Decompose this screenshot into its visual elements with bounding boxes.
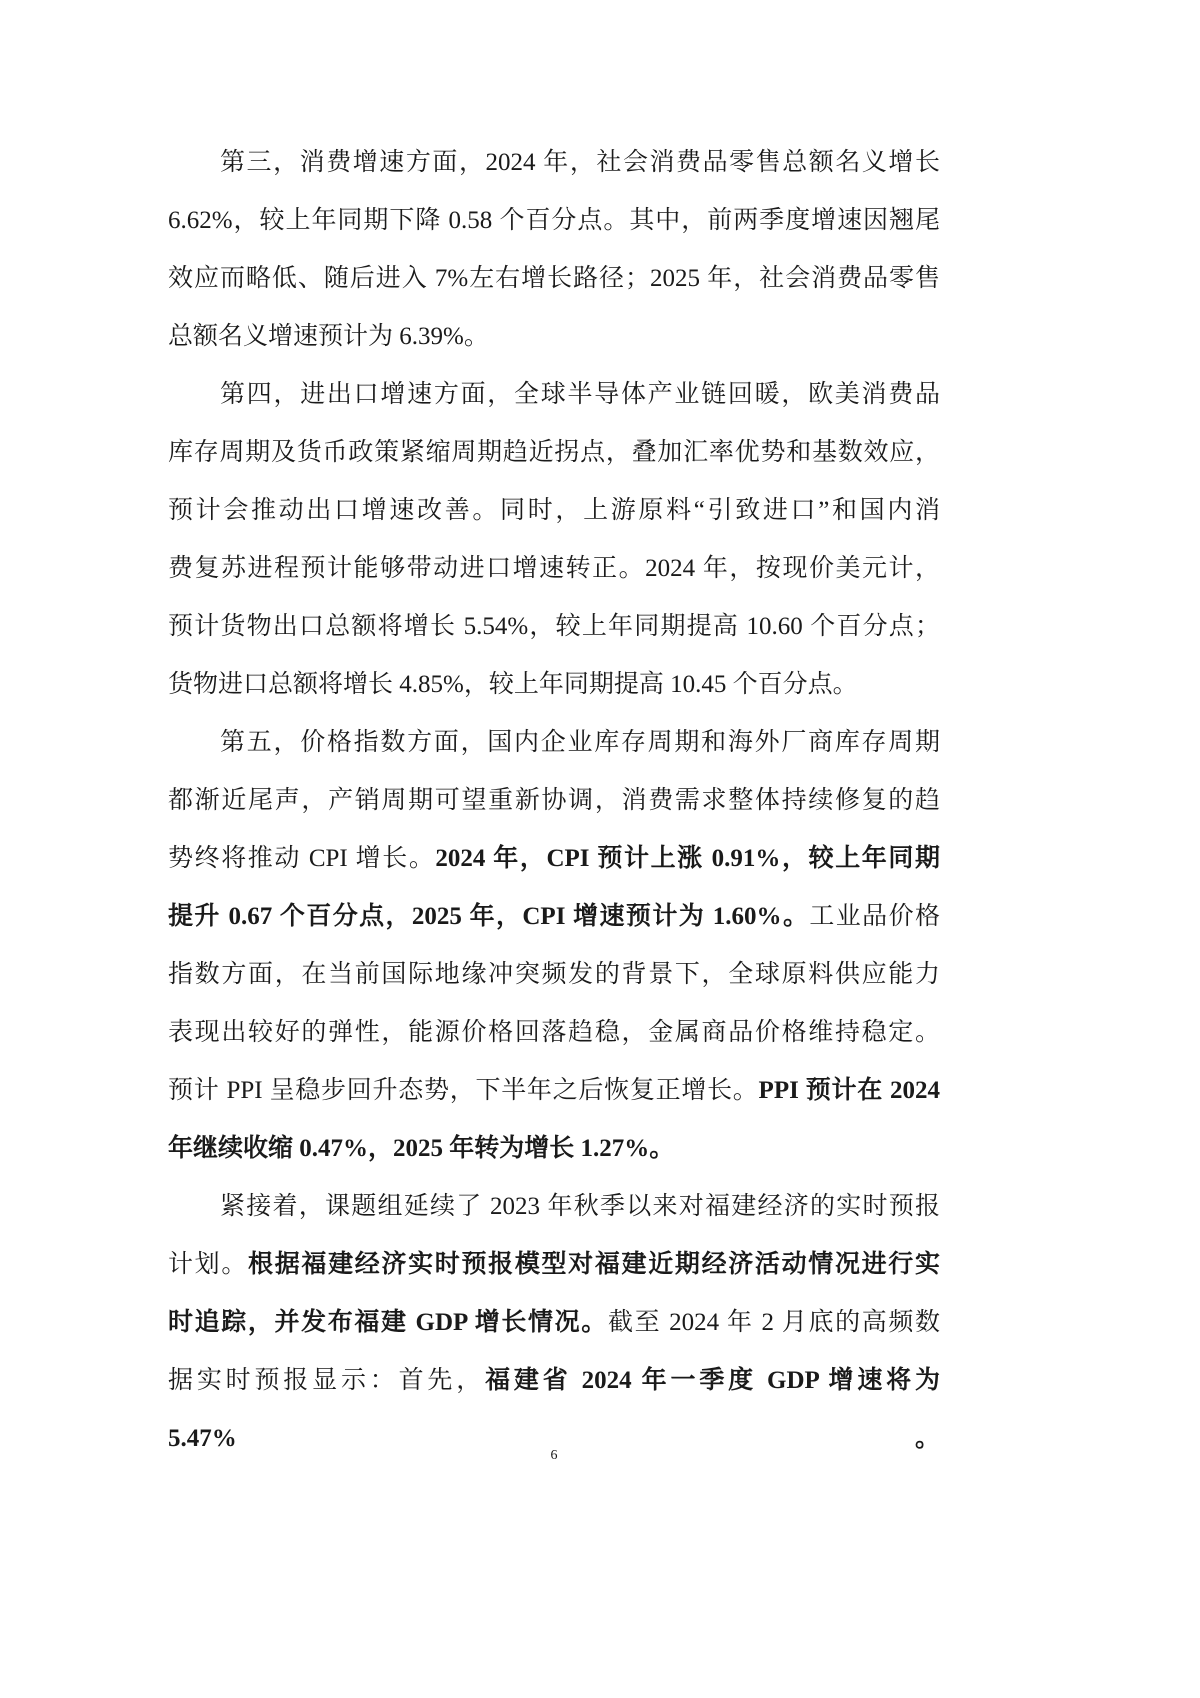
paragraph — [168, 366, 940, 714]
text-run: 预计货物出口总额将增长 5.54%，较上年同期提高 10.60 个百分点； — [168, 613, 940, 640]
text-run: 计划。 — [168, 1251, 249, 1278]
text-line — [168, 656, 940, 714]
text-run: 工业品价格 — [809, 903, 940, 930]
text-run: 总额名义增速预计为 6.39%。 — [168, 323, 489, 350]
text-run: 表现出较好的弹性，能源价格回落趋稳，金属商品价格维持稳定。 — [168, 1019, 940, 1046]
text-line — [168, 946, 940, 1004]
paragraph — [168, 134, 940, 366]
text-line — [168, 308, 940, 366]
text-line — [168, 1352, 940, 1452]
text-line — [168, 1120, 940, 1178]
text-run: 预计会推动出口增速改善。同时，上游原料“引致进口”和国内消 — [168, 497, 940, 524]
bold-text-run: 年继续收缩 0.47%，2025 年转为增长 1.27%。 — [168, 1135, 675, 1162]
text-run: 截至 2024 年 2 月底的高频数 — [607, 1309, 940, 1336]
text-line — [168, 482, 940, 540]
paragraph — [168, 714, 940, 1178]
text-run: 紧接着，课题组延续了 2023 年秋季以来对福建经济的实时预报 — [220, 1193, 940, 1220]
bold-text-run: 提升 0.67 个百分点，2025 年，CPI 增速预计为 1.60%。 — [168, 903, 810, 930]
text-line — [168, 192, 940, 250]
text-run: 指数方面，在当前国际地缘冲突频发的背景下，全球原料供应能力 — [168, 961, 940, 988]
text-line — [168, 134, 940, 192]
text-line — [168, 424, 940, 482]
paragraph — [168, 1178, 940, 1452]
text-line — [168, 598, 940, 656]
text-run: 货物进口总额将增长 4.85%，较上年同期提高 10.45 个百分点。 — [168, 671, 858, 698]
text-line — [168, 1294, 940, 1352]
document-body — [168, 134, 940, 1452]
text-run: 势终将推动 CPI 增长。 — [168, 845, 436, 872]
text-run: 预计 PPI 呈稳步回升态势，下半年之后恢复正增长。 — [168, 1077, 759, 1104]
text-run: 库存周期及货币政策紧缩周期趋近拐点，叠加汇率优势和基数效应， — [168, 439, 940, 466]
text-line — [168, 772, 940, 830]
bold-text-run: 福建省 2024 年一季度 GDP 增速将为 5.47%。 — [168, 1367, 940, 1452]
bold-text-run: 根据福建经济实时预报模型对福建近期经济活动情况进行实 — [248, 1251, 940, 1278]
text-run: 费复苏进程预计能够带动进口增速转正。2024 年，按现价美元计， — [168, 555, 940, 582]
text-run: 第四，进出口增速方面，全球半导体产业链回暖，欧美消费品 — [220, 381, 940, 408]
text-line — [168, 888, 940, 946]
text-line — [168, 1236, 940, 1294]
text-run: 第五，价格指数方面，国内企业库存周期和海外厂商库存周期 — [220, 729, 940, 756]
text-line — [168, 1062, 940, 1120]
text-line — [168, 1178, 940, 1236]
bold-text-run: PPI 预计在 2024 — [758, 1077, 940, 1104]
text-run: 第三，消费增速方面，2024 年，社会消费品零售总额名义增长 — [220, 149, 940, 176]
text-line — [168, 714, 940, 772]
text-line — [168, 540, 940, 598]
bold-text-run: 时追踪，并发布福建 GDP 增长情况。 — [168, 1309, 608, 1336]
text-line — [168, 250, 940, 308]
text-line — [168, 1004, 940, 1062]
bold-text-run: 2024 年，CPI 预计上涨 0.91%，较上年同期 — [435, 845, 940, 872]
text-run: 都渐近尾声，产销周期可望重新协调，消费需求整体持续修复的趋 — [168, 787, 940, 814]
text-run: 效应而略低、随后进入 7%左右增长路径；2025 年，社会消费品零售 — [168, 265, 940, 292]
text-line — [168, 366, 940, 424]
text-run: 据实时预报显示：首先， — [168, 1367, 486, 1394]
text-line — [168, 830, 940, 888]
page-number: 6 — [550, 1448, 558, 1463]
text-run: 6.62%，较上年同期下降 0.58 个百分点。其中，前两季度增速因翘尾 — [168, 207, 940, 234]
